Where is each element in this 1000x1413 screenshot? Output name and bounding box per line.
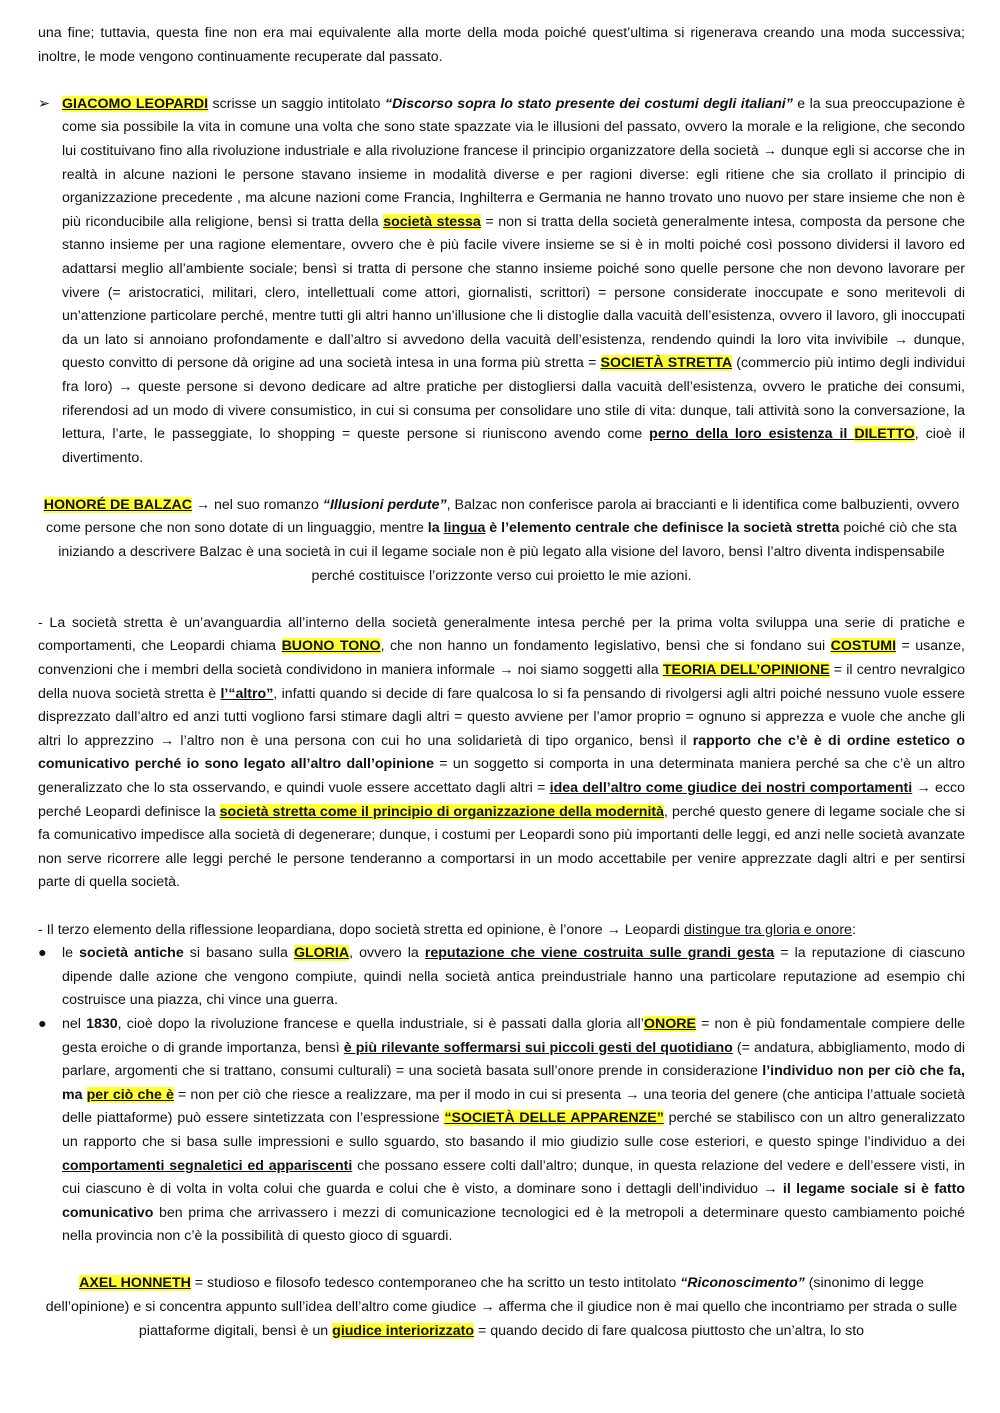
principio-modernita-phrase: società stretta come il principio di organizzazione della modernità xyxy=(219,803,665,820)
rapporto-phrase: rapporto che c’è è di ordine estetico o comunicativo perché io sono legato all’altro dall’opinione xyxy=(38,732,965,773)
spacer xyxy=(38,69,965,93)
gloria-term: GLORIA xyxy=(293,945,350,962)
perno-phrase: perno della loro esistenza il xyxy=(649,426,855,443)
societa-stessa-term: società stessa xyxy=(383,213,481,230)
lingua-term: lingua xyxy=(443,520,486,537)
idea-altro-phrase: idea dell’altro come giudice dei nostri comportamenti xyxy=(549,780,913,796)
per-cio-che-e-phrase: per ciò che è xyxy=(86,1086,174,1103)
leopardi-section xyxy=(38,93,965,471)
spacer xyxy=(38,895,965,919)
leopardi-paragraph: GIACOMO LEOPARDI scrisse un saggio intitolato “Discorso sopra lo stato presente dei costumi degli italiani” e la sua preoccupazione è come sia possibile la vita in comune una volta che sono state spazzate via le illusioni del passato, ovvero la morale e la religione, che secondo lui costituivano fino alla rivoluzione industriale e alla rivoluzione francese il principio organizzatore della società → dunque egli si accorse che in realtà in alcune nazioni le persone stavano insieme in modalità diverse e per ragioni diverse: egli ritiene che sia crollato il principio di organizzazione precedente , ma alcune nazioni come Francia, Inghilterra e Germania ne hanno trovato uno nuovo per stare insieme che non è più riconducibile alla religione, bensì si tratta della società stessa = non si tratta della società generalmente intesa, composta da persone che stanno insieme per una ragione elementare, ovvero che è più facile vivere insieme se si è in molti poiché così possono dividersi il lavoro ed adattarsi meglio all’ambiente sociale; bensì si tratta di persone che stanno insieme poiché sono quelle persone che non devono lavorare per vivere (= aristocratici, militari, clero, intellettuali come attori, giornalisti, scrittori) = persone considerate inoccupate e sono meritevoli di un’attenzione particolare perché, mentre tutti gli altri hanno un’illusione che li distoglie dalla vacuità dell’esistenza, ovvero il lavoro, gli inoccupati da un lato si annoiano profondamente e dall’altro si avvedono della vacuità dell’esistenza, rendendo quindi la loro vita invivibile → dunque, questo convitto di persone dà origine ad una società intesa in una forma più stretta = SOCIETÀ STRETTA (commercio più intimo degli individui fra loro) → queste persone si devono dedicare ad altre pratiche per distogliersi dalla vacuità dell’esistenza, ovvero le pratiche dei consumi, riferendosi ad un modo di vivere consumistico, in cui si consuma per consolidare uno stile di vita: dunque, tali attività sono la conversazione, la lettura, l’arte, le passeggiate, lo shopping = queste persone si riuniscono avendo come perno della loro esistenza il DILETTO, cioè il divertimento. xyxy=(62,95,966,466)
diletto-term: DILETTO xyxy=(854,426,915,443)
giudice-term: giudice interiorizzato xyxy=(332,1322,475,1339)
spacer xyxy=(38,470,965,494)
individuo-phrase: l’individuo non per ciò che fa, ma xyxy=(62,1063,966,1103)
balzac-name: HONORÉ DE BALZAC xyxy=(43,496,192,513)
altro-term: l’“altro” xyxy=(220,685,274,702)
list-item: ● nel 1830, cioè dopo la rivoluzione francese e quella industriale, si è passati dalla gloria all’ONORE = non è più fondamentale compiere delle gesta eroiche o di grande importanza, bensì è più rilevante soffermarsi sui piccoli gesti del quotidiano (= andatura, abbigliamento, modo di parlare, argomenti che si trattano, consumi culturali) = una società basata sull’onore prende in considerazione l’individuo non per ciò che fa, ma per ciò che è = non per ciò che riesce a realizzare, ma per il modo in cui si presenta → una teoria del genere (che anticipa l’attuale società delle piattaforme) può essere sintetizzata con l’espressione “SOCIETÀ DELLE APPARENZE” perché se stabilisco con un altro generalizzato un rapporto che si basa sulle impressioni e sullo sguardo, sto basando il mio giudizio sulle cose esteriori, e questo spinge l’individuo a dei comportamenti segnaletici ed appariscenti che possano essere colti dall’altro; dunque, in questa relazione del vedere e dell’essere visti, in cui ciascuno è di volta in volta colui che guarda e colui che è visto, a dominare sono i dettagli dell’individuo → il legame sociale si è fatto comunicativo ben prima che arrivassero i mezzi di comunicazione tecnologici ed è la metropoli a determinare questo cambiamento poiché nella provincia non c’è la possibilità di questo gioco di sguardi. xyxy=(38,1013,965,1249)
teoria-opinione-term: TEORIA DELL’OPINIONE xyxy=(662,662,830,679)
reputazione-phrase: reputazione che viene costruita sulle grandi gesta xyxy=(424,945,775,962)
list-item: ● le società antiche si basano sulla GLORIA, ovvero la reputazione che viene costruita sulle grandi gesta = la reputazione di ciascuno dipende dalle azione che vengono compiute, quindi nella società antica preindustriale hanno una particolare reputazione ad esempio chi costruisce una piazza, chi vince una guerra. xyxy=(38,942,965,1013)
comportamenti-phrase: comportamenti segnaletici ed appariscenti xyxy=(62,1157,353,1174)
spacer xyxy=(38,588,965,612)
societa-stretta-term: SOCIETÀ STRETTA xyxy=(600,355,733,372)
rilevante-phrase: è più rilevante soffermarsi sui piccoli gesti del quotidiano xyxy=(343,1039,733,1056)
onore-intro: - Il terzo elemento della riflessione leopardiana, dopo società stretta ed opinione, è l’onore → Leopardi distingue tra gloria e onore: xyxy=(38,921,856,938)
leopardi-name: GIACOMO LEOPARDI xyxy=(62,95,209,112)
societa-antiche-term: società antiche xyxy=(79,945,184,962)
distingue-phrase: distingue tra gloria e onore xyxy=(683,921,852,938)
year-1830: 1830 xyxy=(86,1015,118,1032)
onore-term: ONORE xyxy=(643,1015,696,1032)
document-page xyxy=(38,22,965,1343)
legame-phrase: il legame sociale si è fatto comunicativo xyxy=(62,1181,965,1221)
honneth-book-title: “Riconoscimento” xyxy=(680,1275,805,1292)
arrow-bullet-icon: ➢ xyxy=(38,95,50,112)
costumi-term: COSTUMI xyxy=(830,638,897,655)
bullet-dot-icon: ● xyxy=(38,1015,47,1032)
honneth-name: AXEL HONNETH xyxy=(79,1275,191,1292)
buono-tono-term: BUONO TONO xyxy=(281,638,381,655)
societa-apparenze-term: “SOCIETÀ DELLE APPARENZE” xyxy=(444,1110,664,1127)
leopardi-essay-title: “Discorso sopra lo stato presente dei costumi degli italiani” xyxy=(384,95,793,112)
intro-paragraph: una fine; tuttavia, questa fine non era mai equivalente alla morte della moda poiché quest’ultima si rigenerava creando una moda successiva; inoltre, le mode vengono continuamente recuperate dal passato. xyxy=(38,25,965,65)
balzac-novel-title: “Illusioni perdute” xyxy=(322,496,447,513)
balzac-paragraph: HONORÉ DE BALZAC → nel suo romanzo “Illusioni perdute”, Balzac non conferisce parola ai braccianti e li identifica come balbuzienti, ovvero come persone che non sono dotate di un linguaggio, mentre la lingua è l’elemento centrale che definisce la società stretta poiché ciò che sta iniziando a descrivere Balzac è una società in cui il legame sociale non è più legato alla visione del lavoro, bensì l’altro diventa indispensabile perché costituisce l’orizzonte verso cui proietto le mie azioni. xyxy=(43,496,960,584)
bullet-dot-icon: ● xyxy=(38,945,47,962)
spacer xyxy=(38,1249,965,1273)
opinione-paragraph: - La società stretta è un’avanguardia all’interno della società generalmente intesa perché per la prima volta sviluppa una serie di pratiche e comportamenti, che Leopardi chiama BUONO TONO, che non hanno un fondamento legislativo, bensì che si fondano sui COSTUMI = usanze, convenzioni che i membri della società condividono in maniera informale → noi siamo soggetti alla TEORIA DELL’OPINIONE = il centro nevralgico della nuova società stretta è l’“altro”, infatti quando si decide di fare qualcosa lo si fa pensando di rivolgersi agli altri poiché nessuno vuole essere disprezzato dall’altro ed anzi tutti vogliono farsi stimare dagli altri = questo avviene per l’amor proprio = ognuno si apprezza e vuole che anche gli altri lo apprezzino → l’altro non è una persona con cui ho una solidarietà di tipo organico, bensì il rapporto che c’è è di ordine estetico o comunicativo perché io sono legato all’altro dall’opinione = un soggetto si comporta in una determinata maniera perché sa che c’è un altro generalizzato che lo sta osservando, e quindi vuole essere accettato dagli altri = idea dell’altro come giudice dei nostri comportamenti → ecco perché Leopardi definisce la società stretta come il principio di organizzazione della modernità, perché questo genere di legame sociale che si fa comunicativo impedisce alla società di degenerare; dunque, i costumi per Leopardi sono più importanti delle leggi, ed anzi nelle società avanzate non serve ricorrere alle leggi perché le persone tenderanno a comportarsi in un modo accettabile per venire apprezzate dagli altri e per sentirsi parte di quella società. xyxy=(38,614,966,891)
honneth-paragraph: AXEL HONNETH = studioso e filosofo tedesco contemporaneo che ha scritto un testo intitolato “Riconoscimento” (sinonimo di legge dell’opinione) e si concentra appunto sull’idea dell’altro come giudice → afferma che il giudice non è mai quello che incontriamo per strada o sulle piattaforme digitali, bensì è un giudice interiorizzato = quando decido di fare qualcosa piuttosto che un’altra, lo sto xyxy=(45,1275,958,1339)
